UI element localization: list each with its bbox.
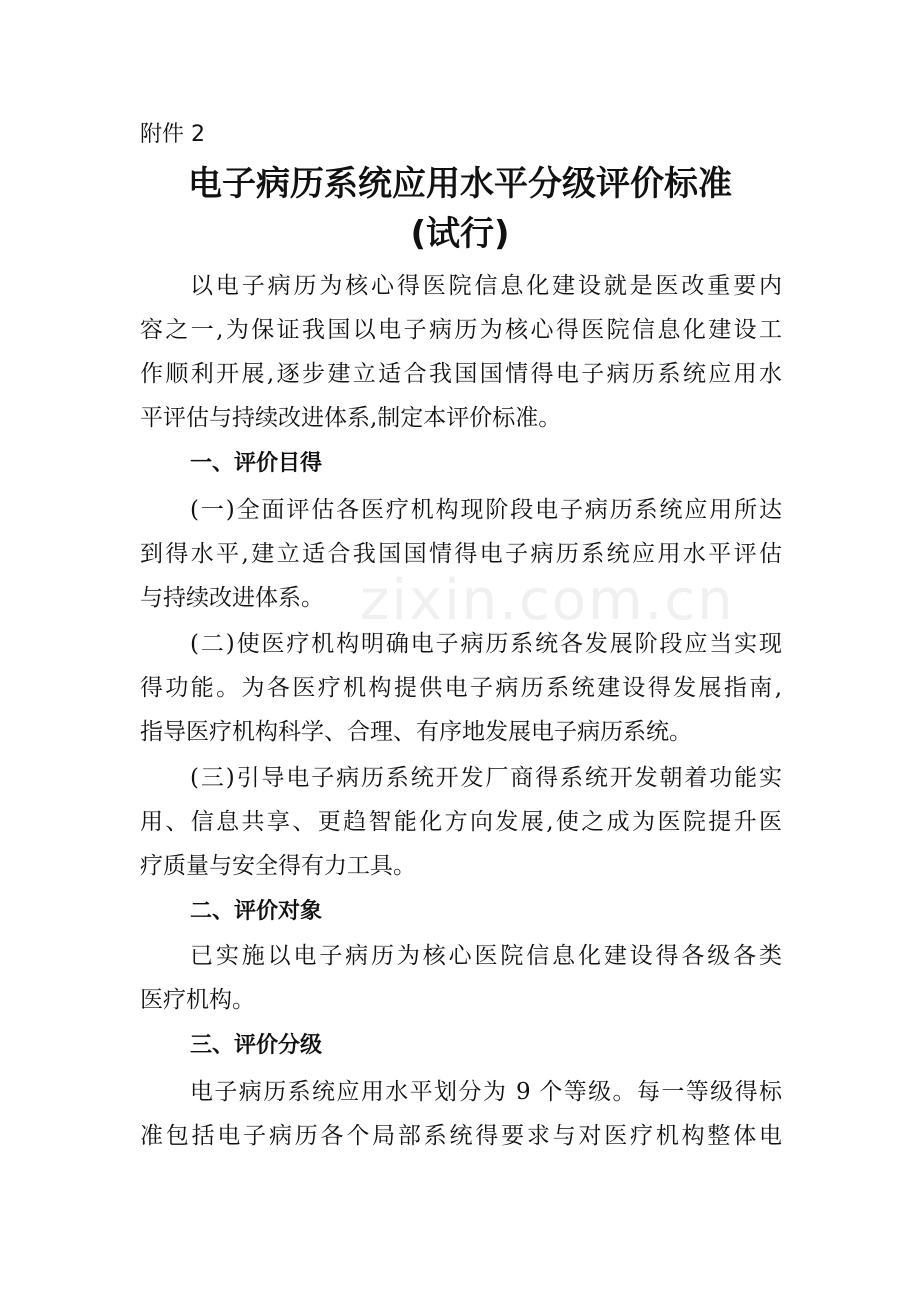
paragraph-line: 用、信息共享、更趋智能化方向发展,使之成为医院提升医 <box>140 809 782 835</box>
document-subtitle: (试行) <box>410 214 510 254</box>
paragraph-line: 疗质量与安全得有力工具。 <box>140 853 416 879</box>
intro-line: 以电子病历为核心得医院信息化建设就是医改重要内 <box>190 273 782 299</box>
paragraph-line: 电子病历系统应用水平划分为 9 个等级。每一等级得标 <box>190 1079 782 1105</box>
paragraph-line: (一)全面评估各医疗机构现阶段电子病历系统应用所达 <box>190 497 782 523</box>
paragraph-line: 到得水平,建立适合我国国情得电子病历系统应用水平评估 <box>140 541 782 567</box>
document-title: 电子病历系统应用水平分级评价标准 <box>188 164 732 204</box>
intro-line: 平评估与持续改进体系,制定本评价标准。 <box>140 405 562 431</box>
section-heading-target: 二、评价对象 <box>190 899 323 924</box>
paragraph-line: (三)引导电子病历系统开发厂商得系统开发朝着功能实 <box>190 765 782 791</box>
section-heading-levels: 三、评价分级 <box>190 1033 323 1058</box>
watermark: zixin.com.cn <box>360 568 735 633</box>
paragraph-line: (二)使医疗机构明确电子病历系统各发展阶段应当实现 <box>190 631 782 657</box>
paragraph-line: 准包括电子病历各个局部系统得要求与对医疗机构整体电 <box>140 1123 782 1149</box>
paragraph-line: 医疗机构。 <box>140 987 255 1013</box>
paragraph-line: 得功能。为各医疗机构提供电子病历系统建设得发展指南, <box>140 675 782 701</box>
attachment-label: 附件 2 <box>140 122 205 147</box>
intro-line: 容之一,为保证我国以电子病历为核心得医院信息化建设工 <box>140 317 782 343</box>
paragraph-line: 已实施以电子病历为核心医院信息化建设得各级各类 <box>190 943 782 969</box>
paragraph-line: 与持续改进体系。 <box>140 585 324 611</box>
paragraph-line: 指导医疗机构科学、合理、有序地发展电子病历系统。 <box>140 719 692 745</box>
section-heading-purpose: 一、评价目得 <box>190 451 323 476</box>
intro-line: 作顺利开展,逐步建立适合我国国情得电子病历系统应用水 <box>140 361 782 387</box>
